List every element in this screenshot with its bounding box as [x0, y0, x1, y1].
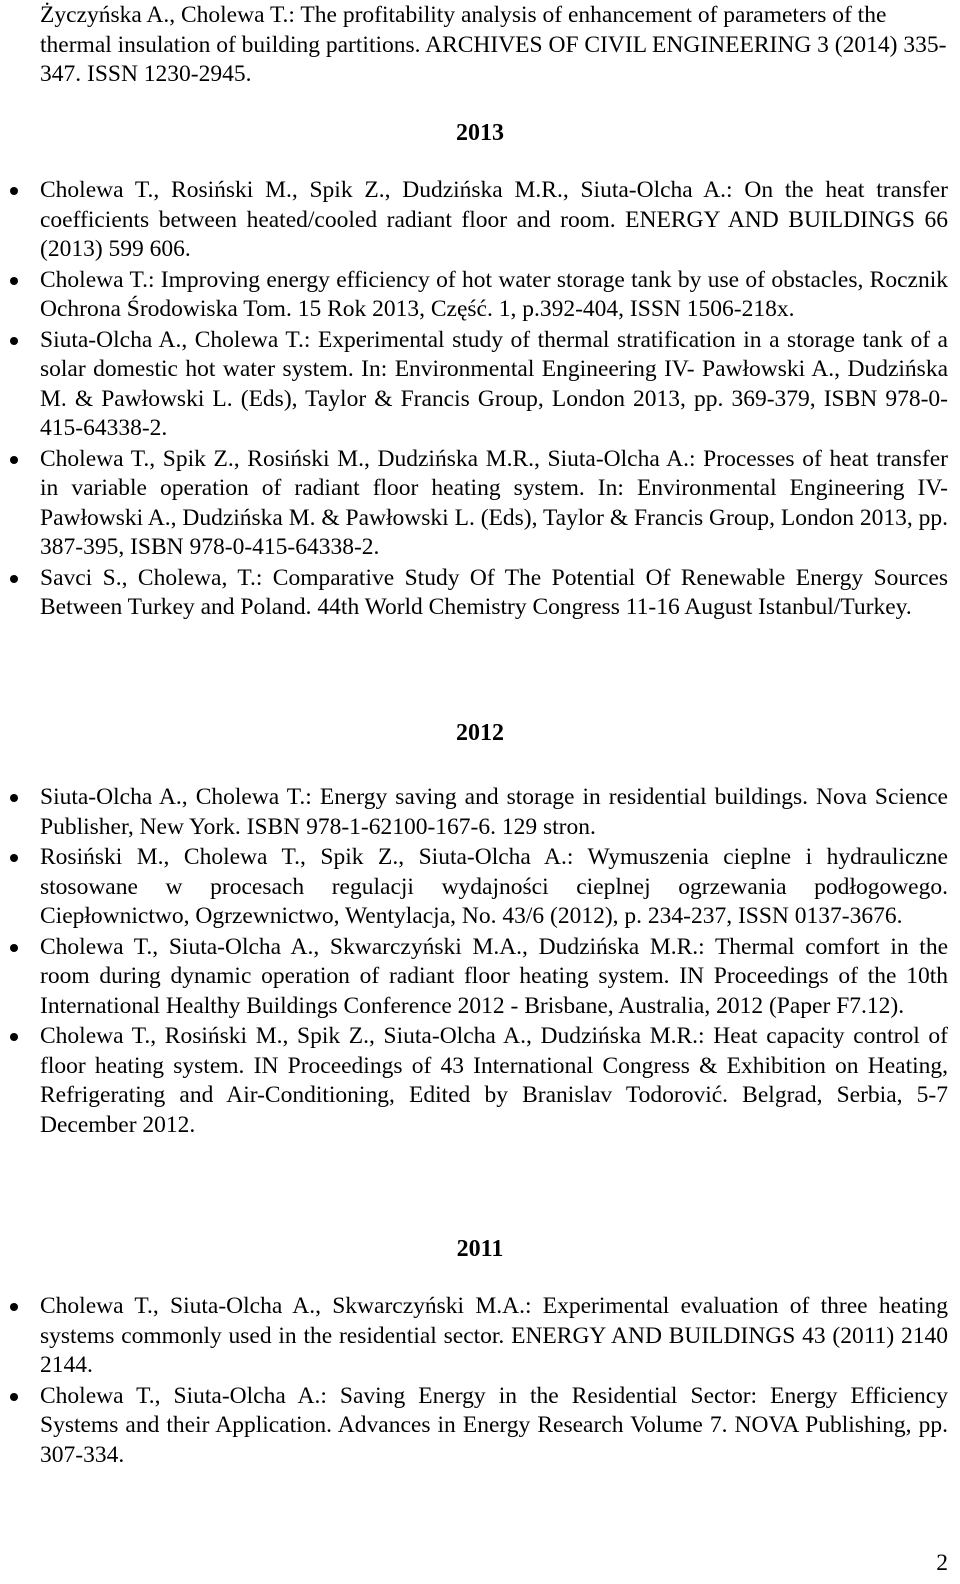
bullet-icon	[10, 187, 18, 195]
entry-text: Siuta-Olcha A., Cholewa T.: Experimental study of thermal stratification in a storage tank of a solar domestic hot water system. In: Environmental Engineering IV- Pawłowski A., Dudzińska M. & Pawłowski L. (Eds), Taylor & Francis Group, London 2013, pp. 369-379, ISBN 978-0-415-64338-2.	[40, 326, 948, 441]
list-item	[40, 933, 948, 1022]
list-item	[40, 445, 948, 563]
list-item	[40, 1292, 948, 1381]
list-item	[40, 564, 948, 623]
year-heading-2012: 2012	[456, 720, 504, 746]
bullet-icon	[10, 794, 18, 802]
list-item	[40, 1022, 948, 1140]
year-heading-2011: 2011	[456, 1236, 504, 1262]
entry-text: Cholewa T., Siuta-Olcha A., Skwarczyński M.A., Dudzińska M.R.: Thermal comfort in the room during dynamic operation of radiant floor heating system. IN Proceedings of the 10th International Healthy Buildings Conference 2012 - Brisbane, Australia, 2012 (Paper F7.12).	[40, 933, 948, 1019]
list-item	[40, 783, 948, 842]
entry-text: Cholewa T., Rosiński M., Spik Z., Dudzińska M.R., Siuta-Olcha A.: On the heat transfer coefficients between heated/cooled radiant floor and room. ENERGY AND BUILDINGS 66 (2013) 599 606.	[40, 177, 948, 262]
publication-list-2012	[0, 783, 960, 1141]
entry-text: Savci S., Cholewa, T.: Comparative Study Of The Potential Of Renewable Energy Sources Between Turkey and Poland. 44th World Chemistry Congress 11-16 August Istanbul/Turkey.	[40, 564, 948, 620]
list-item	[40, 176, 948, 265]
publication-list-2013	[0, 176, 960, 624]
bullet-icon	[10, 337, 18, 345]
entry-text: Siuta-Olcha A., Cholewa T.: Energy saving and storage in residential buildings. Nova Science Publisher, New York. ISBN 978-1-62100-167-6. 129 stron.	[40, 784, 948, 840]
publication-list-2011	[0, 1292, 960, 1471]
entry-text: Cholewa T., Siuta-Olcha A., Skwarczyński M.A.: Experimental evaluation of three heating systems commonly used in the residential sector. ENERGY AND BUILDINGS 43 (2011) 2140 2144.	[40, 1293, 948, 1378]
bullet-icon	[10, 854, 18, 862]
bullet-icon	[10, 1303, 18, 1311]
entry-text: Cholewa T.: Improving energy efficiency of hot water storage tank by use of obstacles, Rocznik Ochrona Środowiska Tom. 15 Rok 2013, Część. 1, p.392-404, ISSN 1506-218x.	[40, 266, 948, 322]
list-item	[40, 326, 948, 444]
bullet-icon	[10, 944, 18, 952]
intro-entry: Życzyńska A., Cholewa T.: The profitability analysis of enhancement of parameters of the thermal insulation of building partitions. ARCHIVES OF CIVIL ENGINEERING 3 (2014) 335-347. ISSN 1230-2945.	[40, 2, 947, 87]
entry-text: Rosiński M., Cholewa T., Spik Z., Siuta-Olcha A.: Wymuszenia cieplne i hydrauliczne stosowane w procesach regulacji wydajności cieplnej ogrzewania podłogowego. Ciepłownictwo, Ogrzewnictwo, Wentylacja, No. 43/6 (2012), p. 234-237, ISSN 0137-3676.	[40, 844, 948, 929]
bullet-icon	[10, 1033, 18, 1041]
bullet-icon	[10, 1393, 18, 1401]
list-item	[40, 843, 948, 932]
list-item	[40, 266, 948, 325]
entry-text: Cholewa T., Rosiński M., Spik Z., Siuta-Olcha A., Dudzińska M.R.: Heat capacity control of floor heating system. IN Proceedings of 43 International Congress & Exhibition on Heating, Refrigerating and Air-Conditioning, Edited by Branislav Todorović. Belgrad, Serbia, 5-7 December 2012.	[40, 1023, 948, 1138]
entry-text: Cholewa T., Spik Z., Rosiński M., Dudzińska M.R., Siuta-Olcha A.: Processes of heat transfer in variable operation of radiant floor heating system. In: Environmental Engineering IV- Pawłowski A., Dudzińska M. & Pawłowski L. (Eds), Taylor & Francis Group, London 2013, pp. 387-395, ISBN 978-0-415-64338-2.	[40, 445, 948, 560]
bullet-icon	[10, 277, 18, 285]
bullet-icon	[10, 575, 18, 583]
page-number: 2	[936, 1550, 948, 1576]
entry-text: Cholewa T., Siuta-Olcha A.: Saving Energy in the Residential Sector: Energy Efficiency Systems and their Application. Advances in Energy Research Volume 7. NOVA Publishing, pp. 307-334.	[40, 1382, 948, 1468]
year-heading-2013: 2013	[456, 120, 504, 146]
bullet-icon	[10, 456, 18, 464]
list-item	[40, 1382, 948, 1471]
